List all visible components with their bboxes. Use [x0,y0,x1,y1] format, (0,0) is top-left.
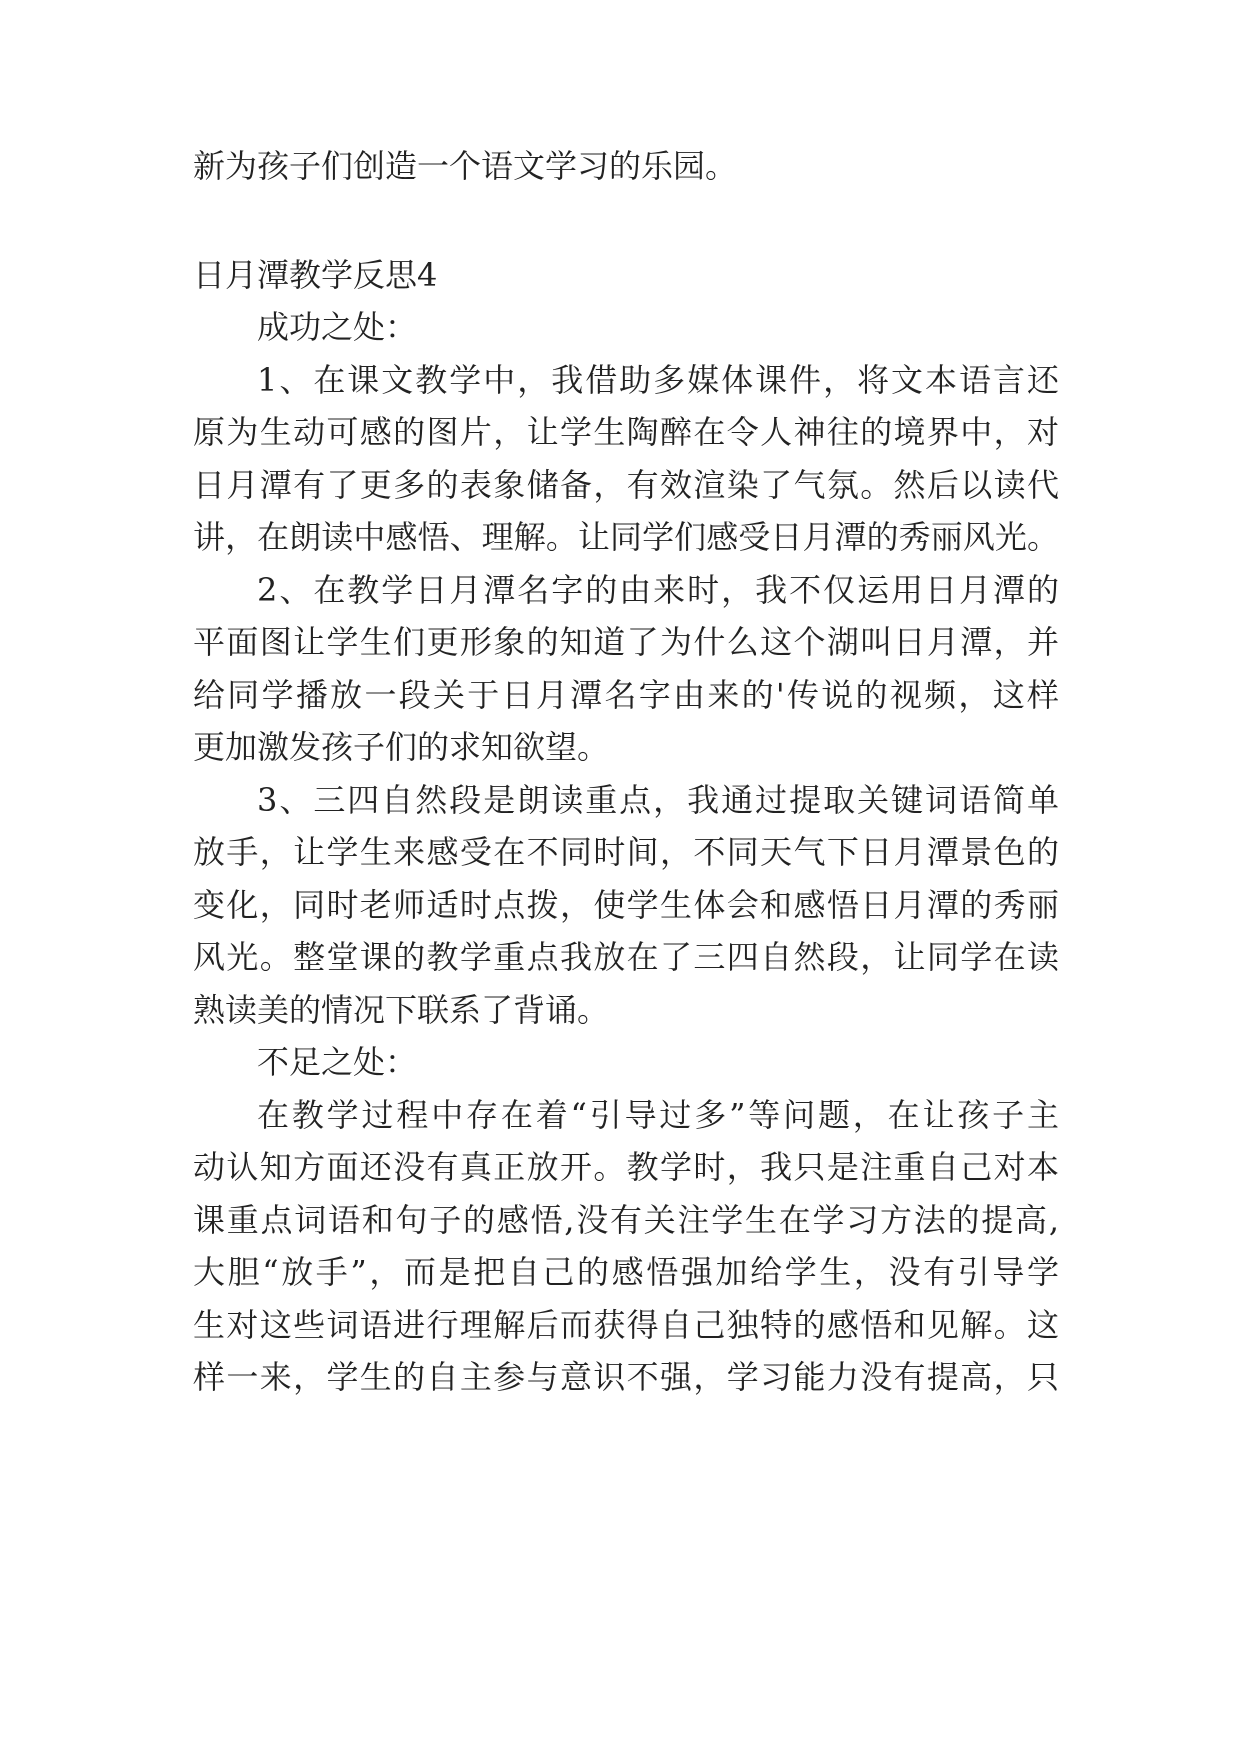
shortcoming-line-5: 生对这些词语进行理解后而获得自己独特的感悟和见解。这 [193,1306,1059,1344]
shortcoming-line-4: 大胆“放手”，而是把自己的感悟强加给学生，没有引导学 [193,1253,1059,1291]
intro-line: 新为孩子们创造一个语文学习的乐园。 [193,147,738,185]
point3-line-5: 熟读美的情况下联系了背诵。 [193,991,610,1029]
point1-line-4: 讲，在朗读中感悟、理解。让同学们感受日月潭的秀丽风光。 [193,518,1059,556]
success-heading: 成功之处： [257,308,418,346]
section-title: 日月潭教学反思4 [193,256,438,294]
point3-line-2: 放手，让学生来感受在不同时间，不同天气下日月潭景色的 [193,833,1059,871]
point1-line-3: 日月潭有了更多的表象储备，有效渲染了气氛。然后以读代 [193,466,1059,504]
shortcoming-heading: 不足之处： [257,1043,418,1081]
point3-line-3: 变化，同时老师适时点拨，使学生体会和感悟日月潭的秀丽 [193,886,1059,924]
shortcoming-line-3: 课重点词语和句子的感悟,没有关注学生在学习方法的提高, [193,1201,1059,1239]
point3-line-1: 3、三四自然段是朗读重点，我通过提取关键词语简单 [257,781,1059,819]
point3-line-4: 风光。整堂课的教学重点我放在了三四自然段，让同学在读 [193,938,1059,976]
point2-line-4: 更加激发孩子们的求知欲望。 [193,728,610,766]
shortcoming-line-2: 动认知方面还没有真正放开。教学时，我只是注重自己对本 [193,1148,1059,1186]
point2-line-3: 给同学播放一段关于日月潭名字由来的'传说的视频，这样 [193,676,1059,714]
point1-line-1: 1、在课文教学中，我借助多媒体课件，将文本语言还 [257,361,1059,399]
shortcoming-line-6: 样一来，学生的自主参与意识不强，学习能力没有提高，只 [193,1358,1059,1396]
point2-line-1: 2、在教学日月潭名字的由来时，我不仅运用日月潭的 [257,571,1059,609]
shortcoming-line-1: 在教学过程中存在着“引导过多”等问题，在让孩子主 [257,1096,1059,1134]
point1-line-2: 原为生动可感的图片，让学生陶醉在令人神往的境界中，对 [193,413,1059,451]
point2-line-2: 平面图让学生们更形象的知道了为什么这个湖叫日月潭，并 [193,623,1059,661]
